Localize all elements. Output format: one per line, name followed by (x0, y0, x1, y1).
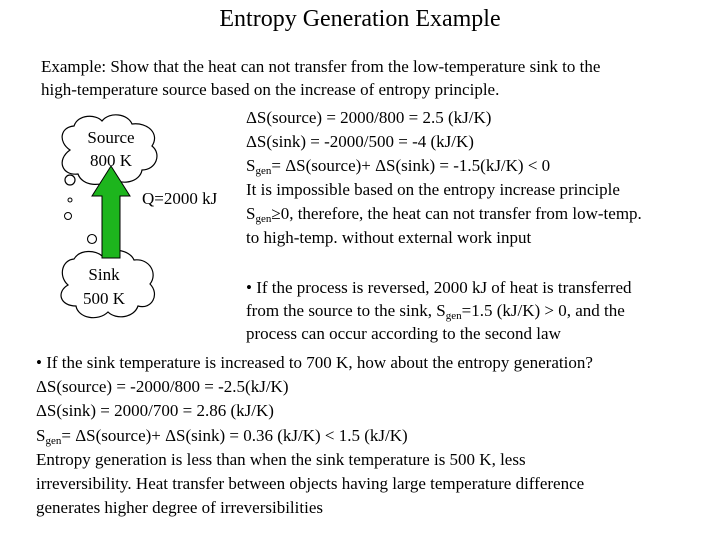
reversed-line-3: process can occur according to the second law (246, 324, 561, 343)
s-gen-calculation: $S_{gen}=$ ΔS(source)+ ΔS(sink) = -1.5(kJ/K) < 0 (246, 156, 551, 177)
page-title: Entropy Generation Example (219, 6, 501, 32)
conclusion-line-2: irreversibility. Heat transfer between objects having large temperature difference (36, 474, 585, 493)
reversed-line-2: from the source to the sink, $S_{gen}=1.5$ (kJ/K) > 0, and the (246, 301, 625, 322)
sink-temperature: 500 K (82, 289, 126, 308)
source-thought-bubble (88, 235, 97, 244)
sink-name: Sink (88, 265, 120, 284)
example-line-2: high-temperature source based on the increase of entropy principle. (41, 80, 500, 99)
sink-700k-question: • If the sink temperature is increased to 700 K, how about the entropy generation? (36, 353, 593, 372)
source-temperature: 800 K (89, 151, 133, 170)
example-line-1: Example: Show that the heat can not transfer from the low-temperature sink to the (41, 57, 601, 76)
impossible-statement: It is impossible based on the entropy increase principle (246, 180, 620, 199)
delta-s-source: ΔS(source) = 2000/800 = 2.5 (kJ/K) (246, 108, 492, 127)
s-gen-condition: $S_{gen}\ge 0$, therefore, the heat can not transfer from low-temp. (246, 204, 642, 225)
work-input-statement: to high-temp. without external work input (246, 228, 532, 247)
delta-s-sink: ΔS(sink) = -2000/500 = -4 (kJ/K) (246, 132, 474, 151)
source-thought-bubble (65, 175, 75, 185)
source-thought-bubble (68, 198, 72, 202)
conclusion-line-1: Entropy generation is less than when the sink temperature is 500 K, less (36, 450, 526, 469)
bottom-s-gen: $S_{gen}=$ ΔS(source)+ ΔS(sink) = 0.36 (kJ/K) < 1.5 (kJ/K) (36, 426, 408, 447)
source-thought-bubble (65, 213, 72, 220)
source-name: Source (87, 128, 135, 147)
conclusion-line-3: generates higher degree of irreversibilities (36, 498, 323, 517)
bottom-delta-s-source: ΔS(source) = -2000/800 = -2.5(kJ/K) (36, 377, 289, 396)
heat-quantity-label: Q=2000 kJ (142, 189, 218, 208)
reversed-line-1: • If the process is reversed, 2000 kJ of heat is transferred (246, 278, 632, 297)
bottom-delta-s-sink: ΔS(sink) = 2000/700 = 2.86 (kJ/K) (36, 401, 274, 420)
